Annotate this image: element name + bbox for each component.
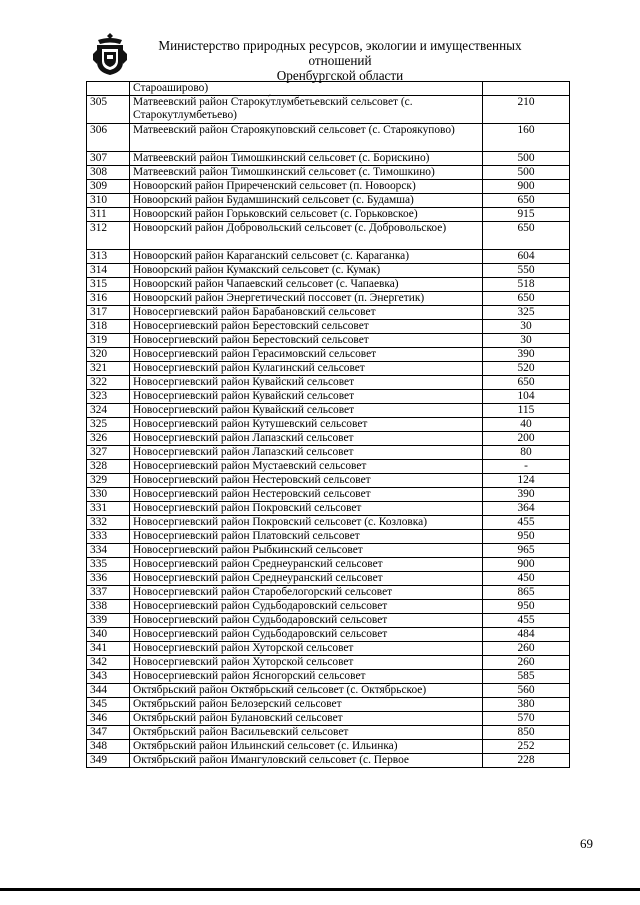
- row-number: 339: [87, 614, 130, 628]
- row-value: 450: [483, 572, 570, 586]
- table-row: [87, 82, 570, 96]
- row-number: 315: [87, 278, 130, 292]
- row-name: Староаширово): [130, 82, 483, 96]
- row-name: Новосергиевский район Герасимовский сельсовет: [130, 348, 483, 362]
- row-number: 308: [87, 166, 130, 180]
- row-value: 228: [483, 754, 570, 768]
- table-row: [87, 530, 570, 544]
- row-number: 318: [87, 320, 130, 334]
- row-value: 950: [483, 530, 570, 544]
- row-name: Матвеевский район Староку́тлумбетьевский сельсовет (с. Старокутлумбетьево): [130, 96, 483, 124]
- row-number: 305: [87, 96, 130, 124]
- ministry-name-line2: Оренбургской области: [276, 68, 404, 83]
- row-number: 319: [87, 334, 130, 348]
- row-name: Новосергиевский район Берестовский сельсовет: [130, 334, 483, 348]
- row-value: 865: [483, 586, 570, 600]
- row-number: 311: [87, 208, 130, 222]
- table-row: [87, 740, 570, 754]
- row-name: Новосергиевский район Барабановский сельсовет: [130, 306, 483, 320]
- row-name: Октябрьский район Октябрьский сельсовет (с. Октябрьское): [130, 684, 483, 698]
- table-row: [87, 124, 570, 152]
- row-number: 343: [87, 670, 130, 684]
- table-row: [87, 614, 570, 628]
- row-value: 900: [483, 180, 570, 194]
- row-number: 316: [87, 292, 130, 306]
- table-row: [87, 460, 570, 474]
- row-value: 40: [483, 418, 570, 432]
- row-value: 570: [483, 712, 570, 726]
- coat-of-arms-icon: [93, 32, 127, 76]
- row-name: Новосергиевский район Кувайский сельсовет: [130, 376, 483, 390]
- row-value: 520: [483, 362, 570, 376]
- table-row: [87, 208, 570, 222]
- row-value: 200: [483, 432, 570, 446]
- row-name: Новосергиевский район Судьбодаровский сельсовет: [130, 600, 483, 614]
- row-number: 337: [87, 586, 130, 600]
- row-number: 346: [87, 712, 130, 726]
- row-number: 348: [87, 740, 130, 754]
- table-row: [87, 502, 570, 516]
- row-number: 314: [87, 264, 130, 278]
- row-value: 210: [483, 96, 570, 124]
- table-row: [87, 628, 570, 642]
- row-value: 518: [483, 278, 570, 292]
- row-name: Новоорский район Добровольский сельсовет (с. Добровольское): [130, 222, 483, 250]
- row-name: Новосергиевский район Рыбкинский сельсовет: [130, 544, 483, 558]
- row-value: 455: [483, 614, 570, 628]
- row-number: 330: [87, 488, 130, 502]
- row-name: Новосергиевский район Мустаевский сельсовет: [130, 460, 483, 474]
- table-row: [87, 264, 570, 278]
- table-row: [87, 194, 570, 208]
- row-number: 310: [87, 194, 130, 208]
- row-value: 560: [483, 684, 570, 698]
- table-row: [87, 166, 570, 180]
- row-name: Новосергиевский район Берестовский сельсовет: [130, 320, 483, 334]
- row-value: -: [483, 460, 570, 474]
- row-number: 349: [87, 754, 130, 768]
- table-row: [87, 670, 570, 684]
- row-number: 331: [87, 502, 130, 516]
- table-row: [87, 348, 570, 362]
- row-name: Новоорский район Чапаевский сельсовет (с. Чапаевка): [130, 278, 483, 292]
- row-number: 313: [87, 250, 130, 264]
- row-name: Новосергиевский район Нестеровский сельсовет: [130, 474, 483, 488]
- table-row: [87, 558, 570, 572]
- table-row: [87, 96, 570, 124]
- row-number: 328: [87, 460, 130, 474]
- row-number: 320: [87, 348, 130, 362]
- row-number: 306: [87, 124, 130, 152]
- row-name: Новосергиевский район Кувайский сельсовет: [130, 404, 483, 418]
- row-value: [483, 82, 570, 96]
- row-name: Новосергиевский район Платовский сельсовет: [130, 530, 483, 544]
- row-name: Новосергиевский район Кутушевский сельсовет: [130, 418, 483, 432]
- row-number: 336: [87, 572, 130, 586]
- row-value: 604: [483, 250, 570, 264]
- row-value: 650: [483, 376, 570, 390]
- table-row: [87, 334, 570, 348]
- table-row: [87, 642, 570, 656]
- row-value: 650: [483, 292, 570, 306]
- row-value: 30: [483, 334, 570, 348]
- row-value: 500: [483, 166, 570, 180]
- row-value: 124: [483, 474, 570, 488]
- table-row: [87, 726, 570, 740]
- row-value: 30: [483, 320, 570, 334]
- row-value: 325: [483, 306, 570, 320]
- row-value: 500: [483, 152, 570, 166]
- row-name: Новосергиевский район Кулагинский сельсовет: [130, 362, 483, 376]
- row-name: Матвеевский район Тимошкинский сельсовет (с. Борискино): [130, 152, 483, 166]
- row-number: 324: [87, 404, 130, 418]
- row-number: 335: [87, 558, 130, 572]
- row-value: 115: [483, 404, 570, 418]
- table-row: [87, 390, 570, 404]
- row-value: 260: [483, 656, 570, 670]
- row-name: Октябрьский район Белозерский сельсовет: [130, 698, 483, 712]
- table-row: [87, 572, 570, 586]
- row-value: 850: [483, 726, 570, 740]
- row-name: Новоорский район Будамшинский сельсовет (с. Будамша): [130, 194, 483, 208]
- table-row: [87, 446, 570, 460]
- table-row: [87, 362, 570, 376]
- row-value: 80: [483, 446, 570, 460]
- row-name: Новосергиевский район Судьбодаровский сельсовет: [130, 628, 483, 642]
- settlements-table: [86, 81, 570, 768]
- row-value: 900: [483, 558, 570, 572]
- row-number: 317: [87, 306, 130, 320]
- ministry-name-line1: Министерство природных ресурсов, экологии и имущественных отношений: [158, 38, 522, 68]
- row-number: 312: [87, 222, 130, 250]
- row-name: Новосергиевский район Ясногорский сельсовет: [130, 670, 483, 684]
- row-name: Новосергиевский район Лапазский сельсовет: [130, 432, 483, 446]
- row-name: Новосергиевский район Хуторской сельсовет: [130, 656, 483, 670]
- table-row: [87, 712, 570, 726]
- row-value: 650: [483, 222, 570, 250]
- row-number: 307: [87, 152, 130, 166]
- row-number: 342: [87, 656, 130, 670]
- row-name: Октябрьский район Имангуловский сельсовет (с. Первое: [130, 754, 483, 768]
- table-row: [87, 600, 570, 614]
- table-row: [87, 278, 570, 292]
- footer-rule: [0, 888, 640, 891]
- row-number: 332: [87, 516, 130, 530]
- document-header: [0, 22, 640, 82]
- row-name: Новосергиевский район Нестеровский сельсовет: [130, 488, 483, 502]
- table-body: [87, 82, 570, 768]
- table-row: [87, 404, 570, 418]
- table-row: [87, 152, 570, 166]
- row-value: 915: [483, 208, 570, 222]
- row-name: Матвеевский район Тимошкинский сельсовет (с. Тимошкино): [130, 166, 483, 180]
- row-number: 309: [87, 180, 130, 194]
- row-number: 340: [87, 628, 130, 642]
- table-row: [87, 306, 570, 320]
- table-row: [87, 656, 570, 670]
- table-row: [87, 292, 570, 306]
- row-name: Октябрьский район Васильевский сельсовет: [130, 726, 483, 740]
- row-value: 380: [483, 698, 570, 712]
- table-row: [87, 432, 570, 446]
- table-row: [87, 698, 570, 712]
- row-number: 345: [87, 698, 130, 712]
- row-name: Новосергиевский район Покровский сельсовет: [130, 502, 483, 516]
- row-number: 347: [87, 726, 130, 740]
- row-number: 325: [87, 418, 130, 432]
- row-number: 321: [87, 362, 130, 376]
- row-name: Новоорский район Горьковский сельсовет (с. Горьковское): [130, 208, 483, 222]
- row-name: Новоорский район Кумакский сельсовет (с. Кумак): [130, 264, 483, 278]
- row-name: Новосергиевский район Хуторской сельсовет: [130, 642, 483, 656]
- row-value: 550: [483, 264, 570, 278]
- row-name: Новосергиевский район Среднеуранский сельсовет: [130, 558, 483, 572]
- row-number: 329: [87, 474, 130, 488]
- table-row: [87, 488, 570, 502]
- row-number: 334: [87, 544, 130, 558]
- table-row: [87, 320, 570, 334]
- table-row: [87, 222, 570, 250]
- row-name: Новосергиевский район Среднеуранский сельсовет: [130, 572, 483, 586]
- row-number: 326: [87, 432, 130, 446]
- row-name: Октябрьский район Булановский сельсовет: [130, 712, 483, 726]
- row-name: Новоорский район Караганский сельсовет (с. Караганка): [130, 250, 483, 264]
- row-value: 260: [483, 642, 570, 656]
- table-row: [87, 180, 570, 194]
- row-number: [87, 82, 130, 96]
- table-row: [87, 684, 570, 698]
- row-value: 484: [483, 628, 570, 642]
- row-name: Новоорский район Энергетический поссовет (п. Энергетик): [130, 292, 483, 306]
- table-row: [87, 586, 570, 600]
- row-value: 390: [483, 488, 570, 502]
- page-number: 69: [580, 836, 593, 851]
- row-number: 327: [87, 446, 130, 460]
- row-value: 390: [483, 348, 570, 362]
- row-name: Октябрьский район Ильинский сельсовет (с. Ильинка): [130, 740, 483, 754]
- row-number: 344: [87, 684, 130, 698]
- row-name: Матвеевский район Староякуповский сельсовет (с. Староякупово): [130, 124, 483, 152]
- row-value: 650: [483, 194, 570, 208]
- row-number: 322: [87, 376, 130, 390]
- table-row: [87, 544, 570, 558]
- row-number: 323: [87, 390, 130, 404]
- row-name: Новосергиевский район Старобелогорский сельсовет: [130, 586, 483, 600]
- table-row: [87, 516, 570, 530]
- row-value: 585: [483, 670, 570, 684]
- table-row: [87, 418, 570, 432]
- row-name: Новосергиевский район Судьбодаровский сельсовет: [130, 614, 483, 628]
- row-value: 104: [483, 390, 570, 404]
- table-row: [87, 754, 570, 768]
- row-name: Новоорский район Приреченский сельсовет (п. Новоорск): [130, 180, 483, 194]
- row-number: 338: [87, 600, 130, 614]
- row-value: 455: [483, 516, 570, 530]
- row-number: 341: [87, 642, 130, 656]
- row-number: 333: [87, 530, 130, 544]
- table-row: [87, 376, 570, 390]
- row-value: 364: [483, 502, 570, 516]
- row-value: 160: [483, 124, 570, 152]
- table-row: [87, 250, 570, 264]
- ministry-name: [130, 38, 550, 83]
- row-value: 252: [483, 740, 570, 754]
- row-value: 965: [483, 544, 570, 558]
- row-name: Новосергиевский район Покровский сельсовет (с. Козловка): [130, 516, 483, 530]
- row-name: Новосергиевский район Кувайский сельсовет: [130, 390, 483, 404]
- table-row: [87, 474, 570, 488]
- row-value: 950: [483, 600, 570, 614]
- row-name: Новосергиевский район Лапазский сельсовет: [130, 446, 483, 460]
